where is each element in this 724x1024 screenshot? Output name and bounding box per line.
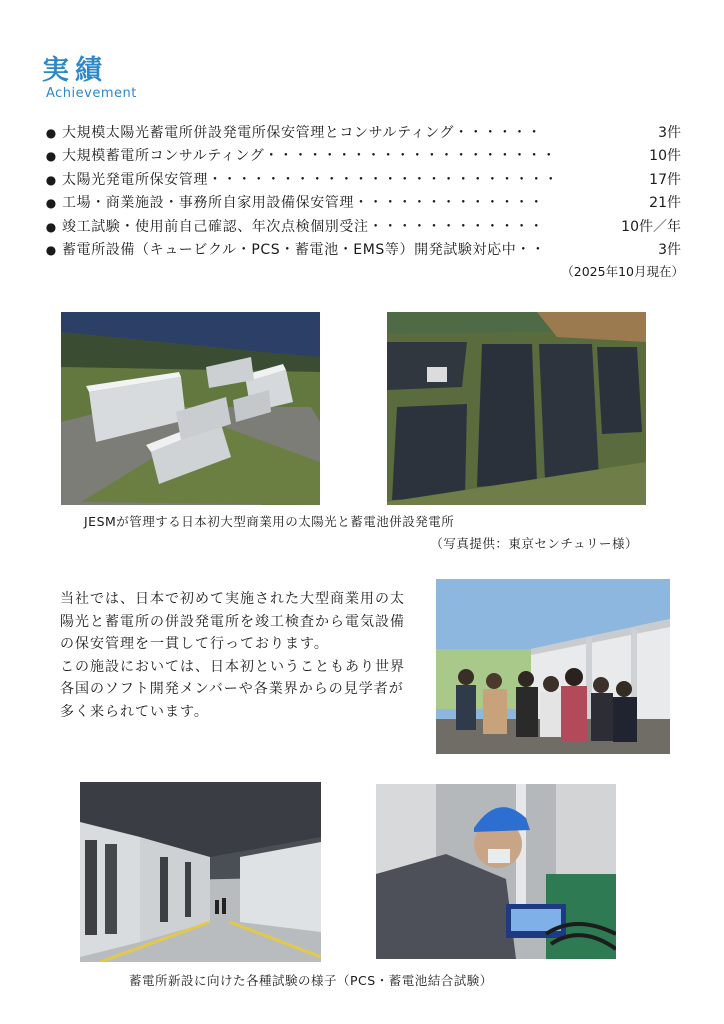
- page-subtitle: Achievement: [46, 86, 137, 101]
- page-title: 実績: [42, 55, 108, 86]
- achievement-text: 工場・商業施設・事務所自家用設備保安管理・・・・・・・・・・・・・: [62, 195, 544, 212]
- photo-site-visitors: [436, 579, 670, 754]
- as-of-date: （2025年10月現在）: [561, 264, 684, 279]
- achievement-text: 蓄電所設備（キュービクル・PCS・蓄電池・EMS等）開発試験対応中・・: [62, 241, 546, 258]
- achievement-text: 大規模蓄電所コンサルティング・・・・・・・・・・・・・・・・・・・・: [62, 148, 557, 165]
- photo-credit: （写真提供：東京センチュリー様）: [430, 536, 638, 551]
- bullet-icon: ●: [45, 149, 57, 164]
- bullet-icon: ●: [45, 242, 57, 257]
- achievement-item: [44, 216, 689, 239]
- photo-battery-hall: [80, 782, 321, 962]
- achievement-item: [44, 192, 689, 215]
- bullet-icon: ●: [45, 126, 57, 140]
- description-paragraph: この施設においては、日本初ということもあり世界各国のソフト開発メンバーや各業界からの見学者が多く来られています。: [60, 658, 405, 720]
- photo-caption: JESMが管理する日本初大型商業用の太陽光と蓄電池併設発電所: [84, 514, 455, 529]
- achievement-count: 10件／年: [621, 218, 681, 235]
- achievement-text: 大規模太陽光蓄電所併設発電所保安管理とコンサルティング・・・・・・: [62, 125, 542, 141]
- photo-technician-testing: [376, 784, 616, 959]
- bullet-icon: ●: [45, 172, 57, 187]
- achievement-count: 10件: [649, 148, 681, 165]
- achievement-item: [44, 122, 689, 145]
- photo-caption: 蓄電所新設に向けた各種試験の様子（PCS・蓄電池結合試験）: [129, 973, 493, 988]
- bullet-icon: ●: [45, 196, 57, 211]
- achievement-count: 17件: [649, 171, 681, 188]
- description-text: [60, 588, 408, 724]
- achievement-text: 太陽光発電所保安管理・・・・・・・・・・・・・・・・・・・・・・・・: [62, 171, 559, 188]
- achievement-count: 3件: [658, 241, 681, 258]
- achievement-text: 竣工試験・使用前自己確認、年次点検個別受注・・・・・・・・・・・・: [62, 218, 544, 235]
- description-paragraph: 当社では、日本で初めて実施された大型商業用の太陽光と蓄電所の併設発電所を竣工検査から電気設備の保安管理を一貫して行っております。: [60, 591, 405, 653]
- achievement-item: [44, 169, 689, 192]
- photo-solar-field-aerial: [387, 312, 646, 505]
- achievement-count: 3件: [658, 125, 681, 141]
- achievement-count: 21件: [649, 195, 681, 212]
- achievement-list: [44, 122, 689, 262]
- achievement-item: [44, 239, 689, 262]
- photo-battery-containers-aerial: [61, 312, 320, 505]
- achievement-item: [44, 145, 689, 168]
- bullet-icon: ●: [45, 219, 57, 234]
